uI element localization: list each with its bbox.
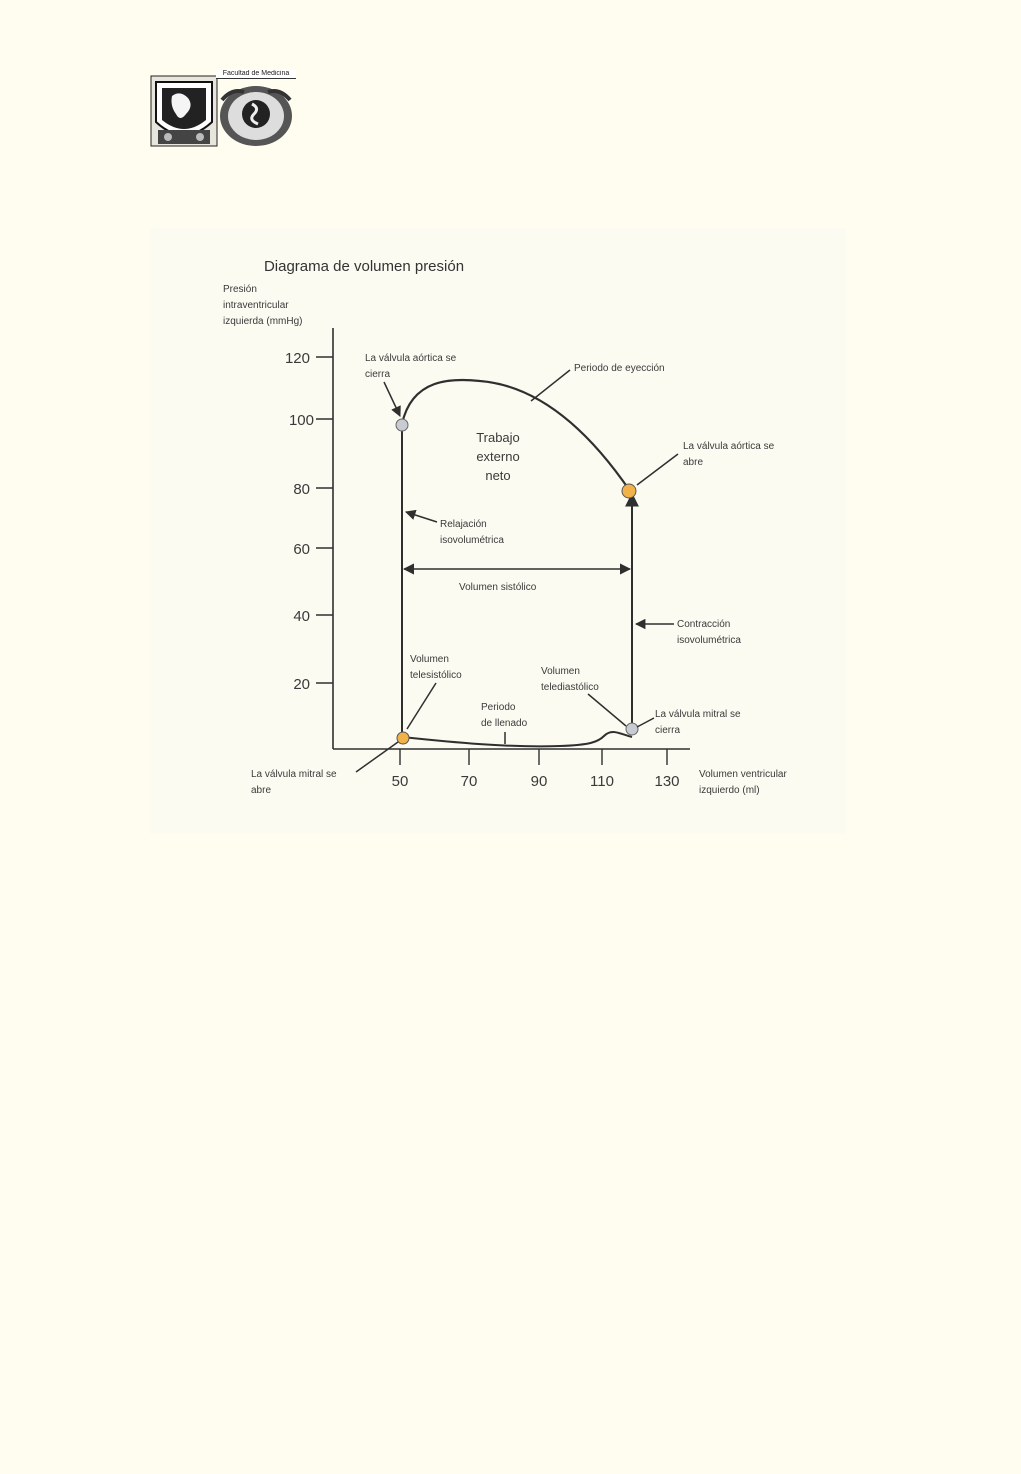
label-end-systolic-volume — [410, 654, 462, 681]
y-tick-label: 80 — [293, 481, 310, 498]
x-tick-label: 70 — [460, 773, 478, 790]
svg-text:cierra: cierra — [655, 725, 681, 736]
svg-text:La válvula aórtica se: La válvula aórtica se — [683, 441, 775, 452]
svg-text:cierra: cierra — [365, 369, 391, 380]
label-filling-period — [481, 702, 528, 729]
label-end-diastolic-volume — [541, 666, 599, 693]
label-mitral-valve-closes — [655, 709, 741, 736]
x-tick-label: 90 — [530, 773, 548, 790]
mitral-valve-closes-marker — [626, 723, 638, 735]
svg-text:La válvula aórtica se: La válvula aórtica se — [365, 353, 457, 364]
pointer-esv — [407, 683, 436, 729]
svg-text:isovolumétrica: isovolumétrica — [440, 535, 504, 546]
y-axis-label — [223, 284, 302, 327]
label-aortic-valve-closes — [365, 353, 457, 380]
label-isovolumetric-relaxation — [440, 519, 504, 546]
label-net-external-work — [476, 430, 520, 483]
y-ticks — [285, 350, 333, 693]
svg-text:Volumen ventricular: Volumen ventricular — [699, 769, 787, 780]
svg-text:neto: neto — [485, 468, 511, 483]
svg-text:telediastólico: telediastólico — [541, 682, 599, 693]
svg-text:izquierda (mmHg): izquierda (mmHg) — [223, 316, 303, 327]
svg-text:La válvula mitral se: La válvula mitral se — [655, 709, 741, 720]
label-mitral-valve-opens — [251, 769, 337, 796]
svg-text:La válvula mitral se: La válvula mitral se — [251, 769, 337, 780]
svg-text:Periodo de eyección: Periodo de eyección — [574, 363, 665, 374]
x-tick-label: 110 — [590, 773, 614, 790]
y-tick-label: 100 — [288, 412, 314, 429]
y-tick-label: 20 — [293, 676, 310, 693]
aortic-valve-opens-marker — [622, 484, 636, 498]
pointer-mitral-open — [356, 742, 398, 772]
figure-title: Diagrama de volumen presión — [263, 258, 465, 275]
x-tick-label: 50 — [391, 773, 409, 790]
svg-text:Contracción: Contracción — [677, 619, 731, 630]
svg-text:Periodo: Periodo — [481, 702, 516, 713]
loop-filling-curve — [402, 732, 632, 746]
x-tick-label: 130 — [654, 773, 680, 790]
mitral-valve-opens-marker — [397, 732, 409, 744]
svg-text:intraventricular: intraventricular — [223, 300, 289, 311]
svg-text:Volumen: Volumen — [410, 654, 449, 665]
svg-text:Relajación: Relajación — [440, 519, 487, 530]
svg-text:izquierdo (ml): izquierdo (ml) — [699, 785, 760, 796]
pointer-edv — [588, 694, 626, 726]
aortic-valve-closes-marker — [396, 419, 408, 431]
svg-text:abre: abre — [251, 785, 272, 796]
svg-text:Trabajo: Trabajo — [476, 430, 520, 445]
label-ejection-period — [574, 363, 665, 374]
svg-text:de llenado: de llenado — [481, 718, 528, 729]
pointer-mitral-close — [637, 718, 654, 727]
svg-text:Presión: Presión — [223, 284, 257, 295]
svg-text:Volumen sistólico: Volumen sistólico — [459, 582, 537, 593]
svg-text:abre: abre — [683, 457, 704, 468]
pointer-aortic-open — [637, 454, 678, 485]
svg-text:telesistólico: telesistólico — [410, 670, 462, 681]
y-tick-label: 60 — [293, 541, 310, 558]
svg-text:Volumen: Volumen — [541, 666, 580, 677]
label-aortic-valve-opens — [683, 441, 775, 468]
pointer-isovol-relax — [406, 512, 437, 522]
x-axis-label — [699, 769, 787, 796]
label-stroke-volume — [459, 582, 537, 593]
label-isovolumetric-contraction — [677, 619, 741, 646]
pointer-ejection — [531, 370, 570, 401]
x-ticks — [392, 749, 680, 790]
y-tick-label: 120 — [284, 350, 310, 367]
svg-text:isovolumétrica: isovolumétrica — [677, 635, 741, 646]
y-tick-label: 40 — [293, 608, 310, 625]
fm-logo-caption: Facultad de Medicina — [216, 70, 296, 79]
pointer-aortic-close — [384, 382, 400, 416]
svg-text:externo: externo — [476, 449, 520, 464]
